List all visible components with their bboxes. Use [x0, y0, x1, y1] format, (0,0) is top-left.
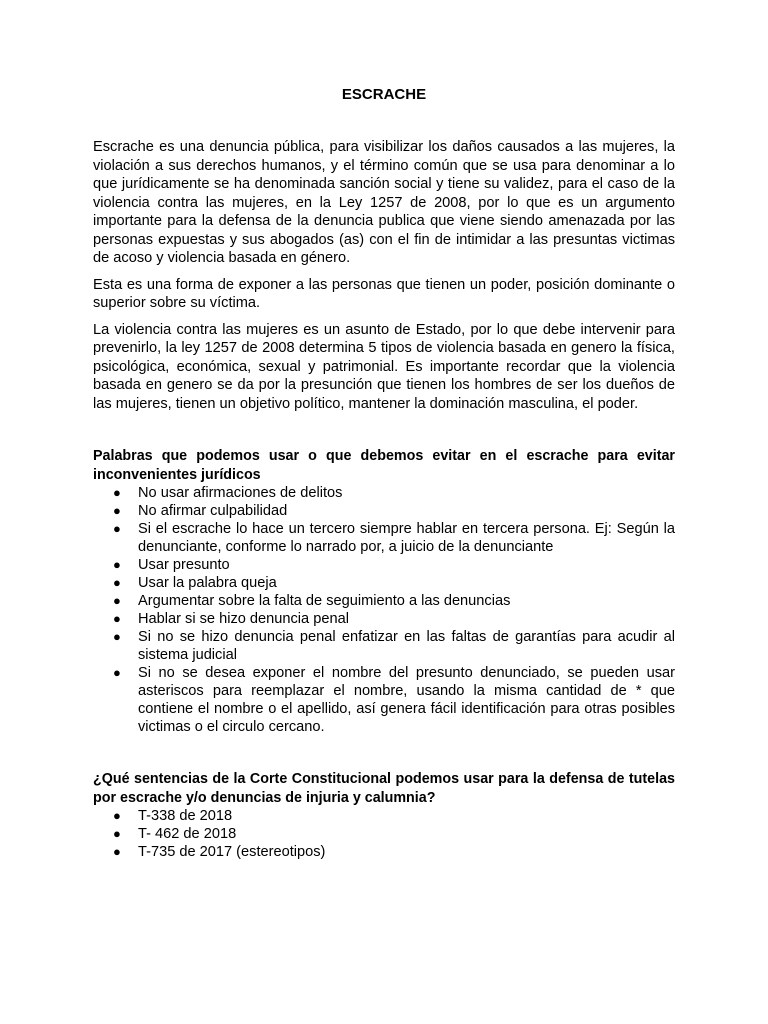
bullet-icon: ●: [113, 826, 121, 841]
bullet-icon: ●: [113, 844, 121, 859]
list-item-text: Argumentar sobre la falta de seguimiento a las denuncias: [138, 593, 511, 609]
paragraph-state-violence: La violencia contra las mujeres es un asunto de Estado, por lo que debe intervenir para prevenirlo, la ley 1257 de 2008 determina 5 tipos de violencia basada en genero la física, psicológica, económica, sexual y patrimonial. Es importante recordar que la violencia basada en genero se da por la presunción que tienen los hombres de ser los dueños de las mujeres, tienen un objetivo político, mantener la dominación masculina, el poder.: [93, 321, 675, 412]
list-item-text: Usar presunto: [138, 557, 230, 573]
list-item-text: No afirmar culpabilidad: [138, 503, 288, 519]
list-item: [93, 843, 675, 861]
document-title: ESCRACHE: [341, 86, 427, 103]
paragraph-escrache-definition: Escrache es una denuncia pública, para visibilizar los daños causados a las mujeres, la violación a sus derechos humanos, y el término común que se usa para denominar a lo que jurídicamente se ha denominada sanción social y tiene su validez, para el caso de la violencia contra las mujeres, en la Ley 1257 de 2008, por lo que es un argumento importante para la defensa de la denuncia publica que viene siendo amenazada por las personas expuestas y sus abogados (as) con el fin de intimidar a las presuntas victimas de acoso y violencia basada en género.: [93, 139, 675, 266]
list-item: [93, 520, 675, 556]
list-item: [93, 825, 675, 843]
list-item-text: T-338 de 2018: [138, 808, 233, 824]
bullet-icon: ●: [113, 611, 121, 626]
list-item: [93, 628, 675, 664]
list-item: [93, 574, 675, 592]
bullet-icon: ●: [113, 629, 121, 644]
bullet-icon: ●: [113, 665, 121, 680]
section-heading-sentences: ¿Qué sentencias de la Corte Constitucional podemos usar para la defensa de tutelas por escrache y/o denuncias de injuria y calumnia?: [93, 771, 675, 806]
list-item-text: T- 462 de 2018: [138, 826, 237, 842]
list-item: [93, 556, 675, 574]
list-item-text: Si no se hizo denuncia penal enfatizar en las faltas de garantías para acudir al sistema judicial: [138, 629, 675, 663]
bullet-icon: ●: [113, 557, 121, 572]
bullet-icon: ●: [113, 485, 121, 500]
section-heading-words: Palabras que podemos usar o que debemos evitar en el escrache para evitar inconvenientes jurídicos: [93, 448, 675, 483]
bullet-icon: ●: [113, 575, 121, 590]
document-page: [93, 86, 675, 861]
list-item-text: Si no se desea exponer el nombre del presunto denunciado, se pueden usar asteriscos para reemplazar el nombre, usando la misma cantidad de * que contiene el nombre o el apellido, así genera fácil identificación para otras posibles victimas o el circulo cercano.: [138, 665, 675, 735]
bullet-icon: ●: [113, 521, 121, 536]
list-item-text: Usar la palabra queja: [138, 575, 277, 591]
list-item-text: T-735 de 2017 (estereotipos): [138, 844, 326, 860]
list-item: [93, 664, 675, 736]
list-item-text: Si el escrache lo hace un tercero siempre hablar en tercera persona. Ej: Según la denunciante, conforme lo narrado por, a juicio de la denunciante: [138, 521, 675, 555]
paragraph-exposure: Esta es una forma de exponer a las personas que tienen un poder, posición dominante o superior sobre su víctima.: [93, 276, 675, 311]
list-item-text: No usar afirmaciones de delitos: [138, 485, 343, 501]
list-item: [93, 807, 675, 825]
list-item: [93, 592, 675, 610]
list-item-text: Hablar si se hizo denuncia penal: [138, 611, 349, 627]
bullet-icon: ●: [113, 808, 121, 823]
bullet-icon: ●: [113, 593, 121, 608]
words-bullet-list: [93, 484, 675, 736]
list-item: [93, 610, 675, 628]
list-item: [93, 484, 675, 502]
list-item: [93, 502, 675, 520]
sentences-bullet-list: [93, 807, 675, 861]
bullet-icon: ●: [113, 503, 121, 518]
